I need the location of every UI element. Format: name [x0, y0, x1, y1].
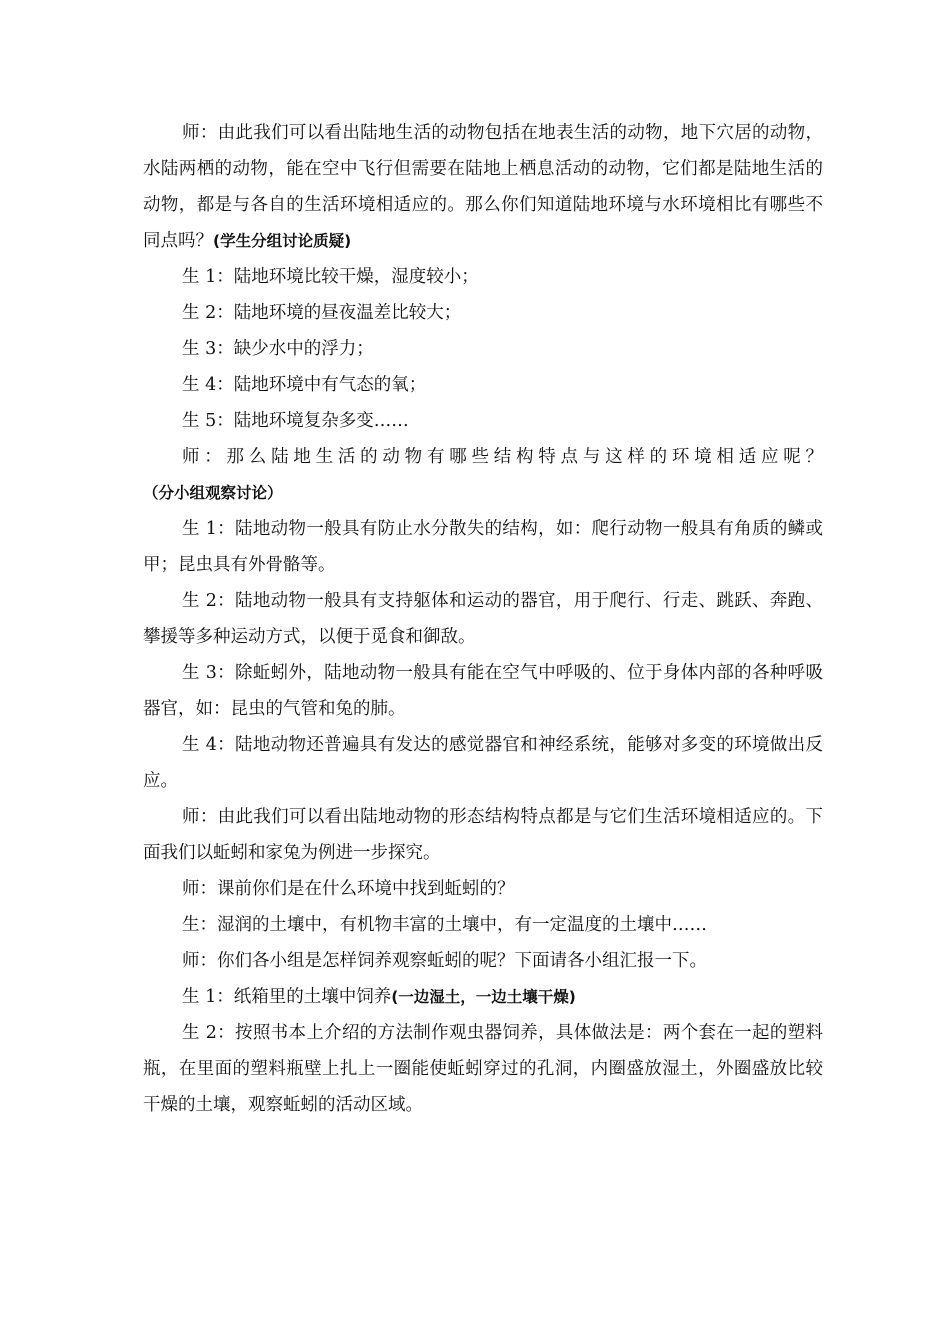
- paragraph-text: 生 2：陆地动物一般具有支持躯体和运动的器官，用于爬行、行走、跳跃、奔跑、攀援等多种运动方式，以便于觅食和御敌。: [143, 591, 823, 647]
- paragraph-text: 生：湿润的土壤中，有机物丰富的土壤中，有一定温度的土壤中……: [182, 915, 707, 935]
- paragraph-1: [143, 115, 823, 259]
- paragraph-note: (学生分组讨论质疑): [213, 232, 352, 250]
- paragraph-2: [143, 259, 823, 295]
- paragraph-12: [143, 799, 823, 871]
- paragraph-text: 师：你们各小组是怎样饲养观察蚯蚓的呢？下面请各小组汇报一下。: [182, 951, 707, 971]
- paragraph-text: 师：由此我们可以看出陆地动物的形态结构特点都是与它们生活环境相适应的。下面我们以蚯蚓和家兔为例进一步探究。: [143, 807, 823, 863]
- paragraph-4: [143, 331, 823, 367]
- paragraph-text: 师：课前你们是在什么环境中找到蚯蚓的？: [182, 879, 515, 899]
- paragraph-text: 师：由此我们可以看出陆地生活的动物包括在地表生活的动物，地下穴居的动物，水陆两栖的动物，能在空中飞行但需要在陆地上栖息活动的动物，它们都是陆地生活的动物，都是与各自的生活环境相适应的。那么你们知道陆地环境与水环境相比有哪些不同点吗？: [143, 123, 823, 251]
- paragraph-11: [143, 727, 823, 799]
- paragraph-text: 师：那么陆地生活的动物有哪些结构特点与这样的环境相适应呢？: [182, 447, 823, 467]
- document-page: [143, 115, 823, 1123]
- paragraph-5: [143, 367, 823, 403]
- paragraph-note: (一边湿土，一边土壤干燥): [391, 988, 576, 1006]
- paragraph-10: [143, 655, 823, 727]
- paragraph-text: 生 2：陆地环境的昼夜温差比较大；: [182, 303, 462, 323]
- paragraph-text: 生 3：缺少水中的浮力；: [182, 339, 374, 359]
- paragraph-text: 生 4：陆地动物还普遍具有发达的感觉器官和神经系统，能够对多变的环境做出反应。: [143, 735, 823, 791]
- paragraph-8: [143, 511, 823, 583]
- paragraph-text: 生 1：纸箱里的土壤中饲养: [182, 987, 392, 1007]
- paragraph-text: 生 4：陆地环境中有气态的氧；: [182, 375, 427, 395]
- paragraph-7: [143, 439, 823, 511]
- paragraph-text: 生 1：陆地动物一般具有防止水分散失的结构，如：爬行动物一般具有角质的鳞或甲；昆虫具有外骨骼等。: [143, 519, 823, 575]
- paragraph-3: [143, 295, 823, 331]
- paragraph-14: [143, 907, 823, 943]
- paragraph-16: [143, 979, 823, 1015]
- paragraph-6: [143, 403, 823, 439]
- paragraph-9: [143, 583, 823, 655]
- paragraph-text: 生 2：按照书本上介绍的方法制作观虫器饲养，具体做法是：两个套在一起的塑料瓶，在里面的塑料瓶壁上扎上一圈能使蚯蚓穿过的孔洞，内圈盛放湿土，外圈盛放比较干燥的土壤，观察蚯蚓的活动区域。: [143, 1023, 823, 1115]
- paragraph-17: [143, 1015, 823, 1123]
- paragraph-15: [143, 943, 823, 979]
- paragraph-text: 生 5：陆地环境复杂多变……: [182, 411, 409, 431]
- paragraph-text: 生 3：除蚯蚓外，陆地动物一般具有能在空气中呼吸的、位于身体内部的各种呼吸器官，如：昆虫的气管和兔的肺。: [143, 663, 823, 719]
- paragraph-13: [143, 871, 823, 907]
- paragraph-note: （分小组观察讨论）: [143, 484, 283, 502]
- paragraph-text: 生 1：陆地环境比较干燥，湿度较小；: [182, 267, 479, 287]
